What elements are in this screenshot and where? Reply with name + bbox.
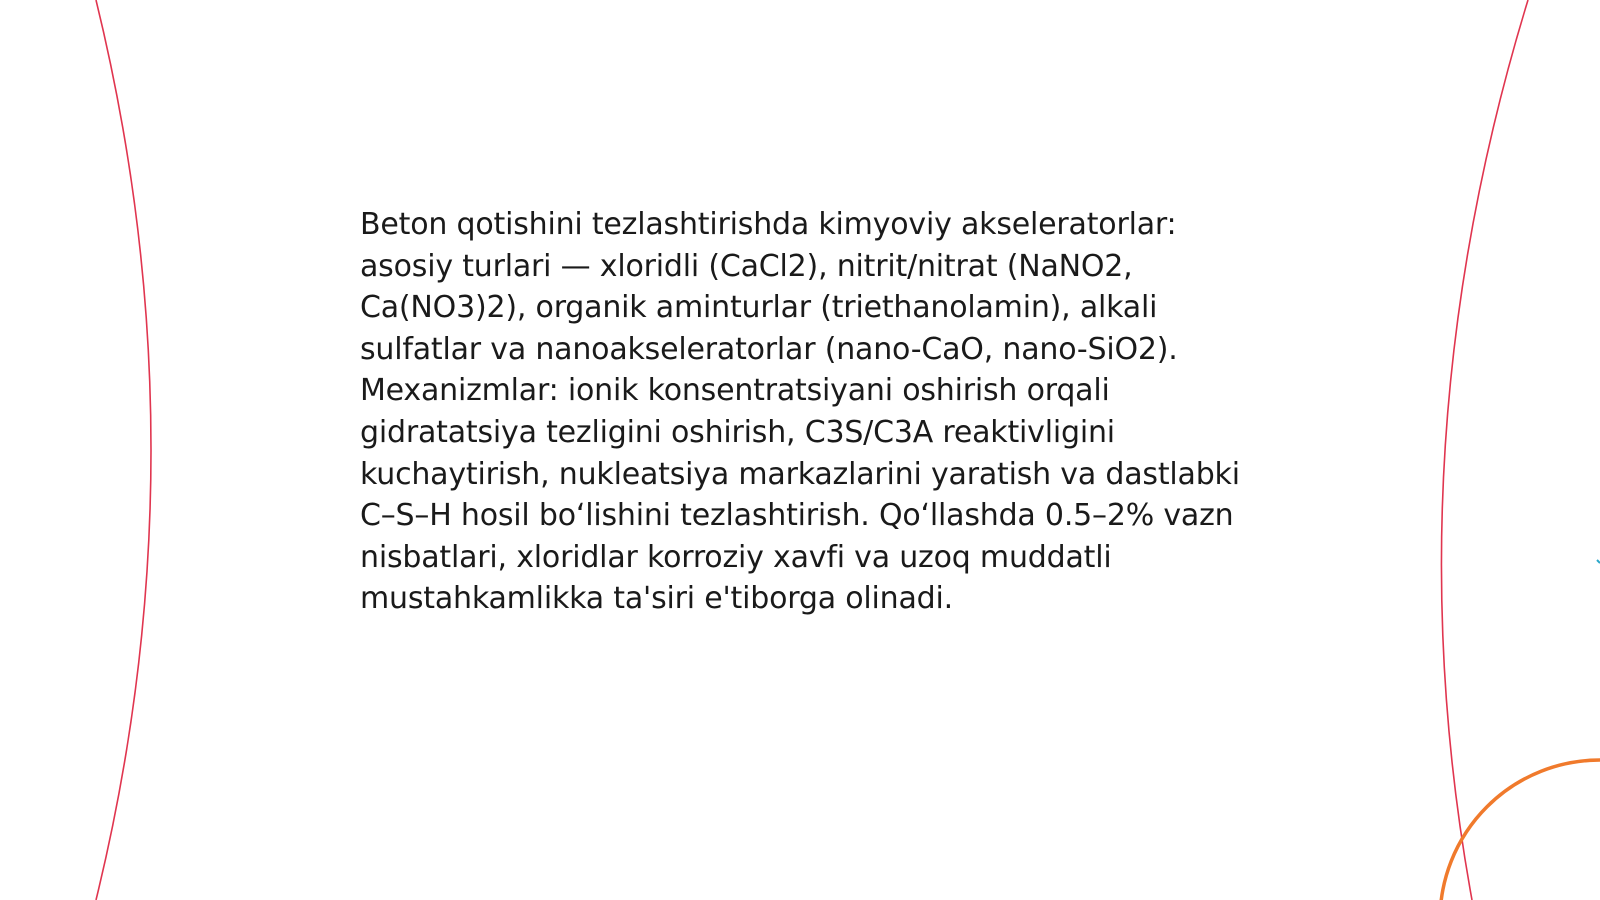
body-paragraph: Beton qotishini tezlashtirishda kimyoviy akseleratorlar: asosiy turlari — xloridli (CaCl2), nitrit/nitrat (NaNO2, Ca(NO3)2), organik aminturlar (triethanolamin), alkali sulfatlar va nanoakseleratorlar (nano-CaO, nano-SiO2). Mexanizmlar: ionik konsentratsiyani oshirish orqali gidratatsiya tezligini oshirish, C3S/C3A reaktivligini kuchaytirish, nukleatsiya markazlarini yaratish va dastlabki C–S–H hosil bo‘lishini tezlashtirish. Qo‘llashda 0.5–2% vazn nisbatlari, xloridlar korroziy xavfi va uzoq muddatli mustahkamlikka ta'siri e'tiborga olinadi.	[360, 207, 1240, 617]
orange-circle	[1440, 760, 1600, 900]
right-arc	[1441, 0, 1528, 900]
left-arc	[96, 0, 151, 900]
